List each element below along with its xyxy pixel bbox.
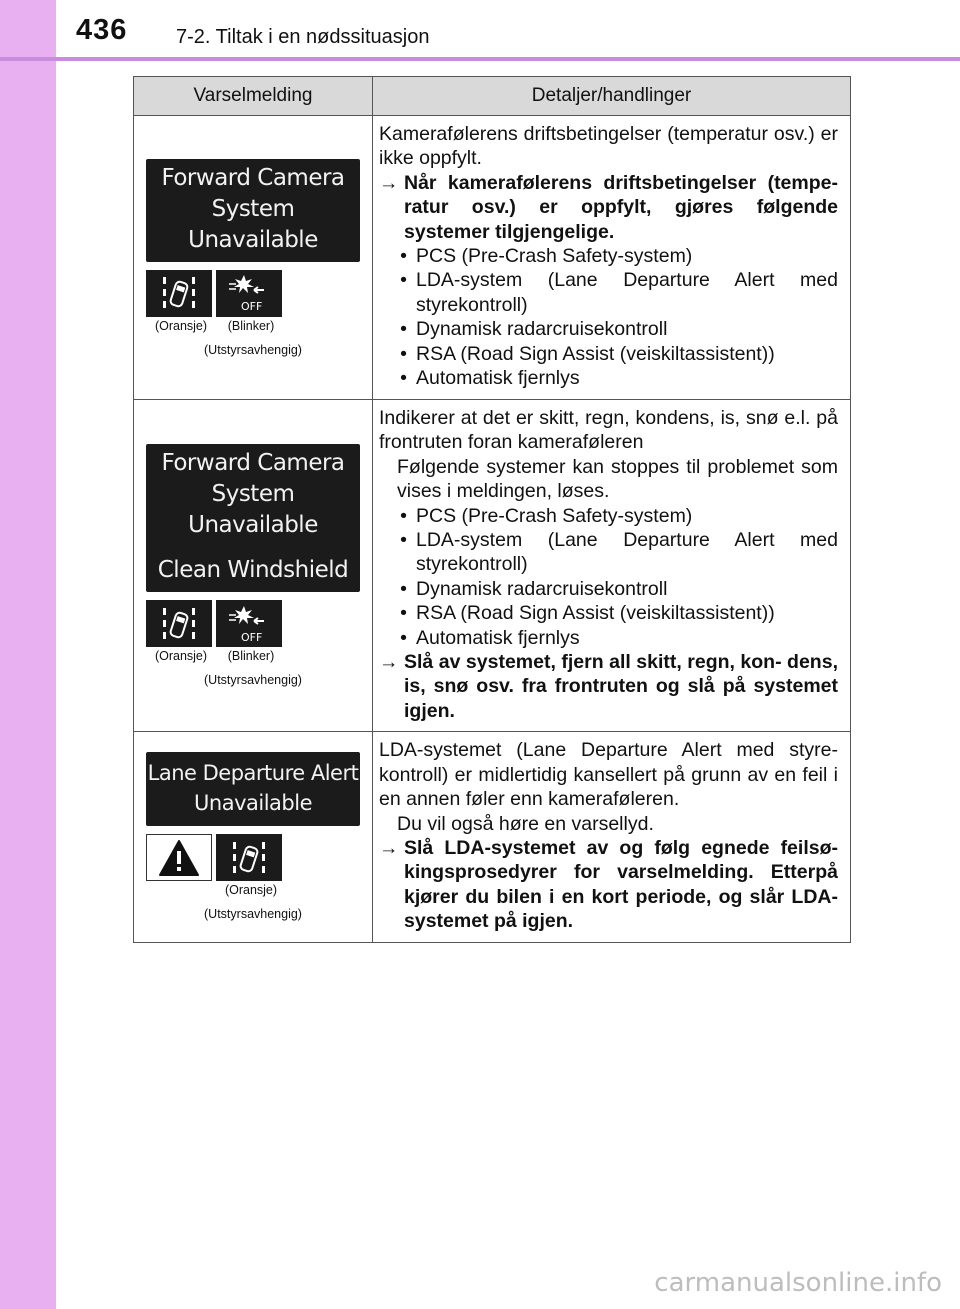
dependency-note: (Utstyrsavhengig) bbox=[204, 342, 302, 357]
list-item-text: PCS (Pre-Crash Safety-system) bbox=[416, 504, 693, 527]
action-text: Når kamerafølerens driftsbetingelser (tempe- ratur osv.) er oppfylt, gjøres følgende systemer tilgjengelige. bbox=[404, 171, 838, 243]
bullet-icon: • bbox=[400, 602, 407, 625]
details-intro: Indikerer at det er skitt, regn, kondens, is, snø e.l. på frontruten foran kameraføleren bbox=[379, 407, 838, 454]
list-item-text: Automatisk fjernlys bbox=[416, 626, 580, 649]
icon-captions bbox=[146, 649, 360, 663]
action-text: Slå LDA-systemet av og følg egnede feilsø- kingsprosedyrer for varselmelding. Etterpå kjører du bilen i en kort periode, og slår LDA-systemet på igjen. bbox=[404, 836, 838, 933]
warning-message-table bbox=[133, 76, 851, 943]
list-item-text: PCS (Pre-Crash Safety-system) bbox=[416, 245, 693, 268]
warning-triangle-icon bbox=[146, 834, 212, 881]
list-item-text: Dynamisk radarcruisekontroll bbox=[416, 577, 668, 600]
icon-caption: (Blinker) bbox=[227, 649, 275, 664]
details-intro: Kamerafølerens driftsbetingelser (temperatur osv.) er ikke oppfylt. bbox=[379, 123, 838, 170]
action-item bbox=[379, 836, 838, 934]
display-line: Forward Camera bbox=[161, 164, 345, 191]
pcs-off-icon bbox=[216, 600, 282, 647]
bullet-icon: • bbox=[400, 367, 407, 390]
watermark: carmanualsonline.info bbox=[654, 1268, 942, 1298]
details-cell bbox=[373, 732, 851, 942]
action-item bbox=[379, 650, 838, 723]
list-item bbox=[379, 601, 838, 625]
table-header-row bbox=[134, 77, 851, 116]
bullet-icon: • bbox=[400, 626, 407, 649]
display-message-camera-unavailable bbox=[146, 159, 360, 262]
list-item-text: LDA-system (Lane Departure Alert med styrekontroll) bbox=[416, 529, 838, 576]
off-label: OFF bbox=[241, 300, 263, 313]
icon-caption: (Oransje) bbox=[154, 649, 208, 664]
list-item bbox=[379, 244, 838, 268]
display-line: Unavailable bbox=[194, 791, 312, 816]
list-item-text: Dynamisk radarcruisekontroll bbox=[416, 318, 668, 341]
icon-captions bbox=[146, 883, 360, 897]
message-image-cell bbox=[134, 400, 373, 732]
display-line: Unavailable bbox=[188, 512, 318, 539]
side-color-strip bbox=[0, 0, 56, 1309]
list-item bbox=[379, 626, 838, 650]
details-intro: LDA-systemet (Lane Departure Alert med styre- kontroll) er midlertidig kansellert på grunn av en feil i en annen føler enn kameraføleren. bbox=[379, 739, 838, 811]
list-item bbox=[379, 366, 838, 390]
pcs-off-icon bbox=[216, 270, 282, 317]
list-item bbox=[379, 342, 838, 366]
icon-caption: (Blinker) bbox=[227, 318, 275, 333]
off-label: OFF bbox=[241, 630, 263, 644]
list-item bbox=[379, 268, 838, 317]
list-item bbox=[379, 317, 838, 341]
display-line: System bbox=[211, 195, 295, 222]
details-cell bbox=[373, 400, 851, 732]
display-line: Unavailable bbox=[188, 226, 318, 253]
lane-departure-icon bbox=[216, 834, 282, 881]
section-title: 7-2. Tiltak i en nødssituasjon bbox=[176, 26, 430, 48]
dependency-note: (Utstyrsavhengig) bbox=[204, 907, 302, 922]
bullet-icon: • bbox=[400, 504, 407, 527]
arrow-icon: → bbox=[379, 836, 399, 859]
icon-captions bbox=[146, 319, 360, 333]
list-item-text: RSA (Road Sign Assist (veiskiltassistent)) bbox=[416, 342, 775, 365]
display-line: Forward Camera bbox=[161, 450, 345, 477]
indicator-icons bbox=[146, 600, 360, 647]
list-item bbox=[379, 577, 838, 601]
action-text: Slå av systemet, fjern all skitt, regn, kon- dens, is, snø osv. fra frontruten og slå på systemet igjen. bbox=[404, 651, 838, 722]
table-row bbox=[134, 400, 851, 732]
indicator-icons bbox=[146, 834, 360, 881]
arrow-icon: → bbox=[379, 171, 399, 194]
list-item-text: LDA-system (Lane Departure Alert med styrekontroll) bbox=[416, 269, 838, 316]
message-image-cell bbox=[134, 732, 373, 942]
bullet-icon: • bbox=[400, 318, 407, 341]
table-row bbox=[134, 116, 851, 400]
bullet-icon: • bbox=[400, 577, 407, 600]
display-message-lda-unavailable bbox=[146, 752, 360, 826]
display-message-clean-windshield bbox=[146, 444, 360, 592]
bullet-icon: • bbox=[400, 529, 407, 552]
column-header-message: Varselmelding bbox=[134, 77, 373, 116]
header-rule bbox=[0, 57, 960, 61]
action-item bbox=[379, 171, 838, 244]
list-item bbox=[379, 528, 838, 577]
column-header-details: Detaljer/handlinger bbox=[373, 77, 851, 116]
details-note: Du vil også høre en varsellyd. bbox=[397, 812, 654, 835]
list-item-text: Automatisk fjernlys bbox=[416, 367, 580, 390]
page-number: 436 bbox=[76, 14, 128, 46]
details-note: Følgende systemer kan stoppes til problemet som vises i meldingen, løses. bbox=[397, 455, 838, 503]
lane-departure-icon bbox=[146, 270, 212, 317]
bullet-icon: • bbox=[400, 269, 407, 292]
message-image-cell bbox=[134, 116, 373, 400]
list-item-text: RSA (Road Sign Assist (veiskiltassistent)) bbox=[416, 602, 775, 625]
bullet-icon: • bbox=[400, 245, 407, 268]
bullet-icon: • bbox=[400, 342, 407, 365]
display-line: System bbox=[211, 481, 295, 508]
lane-departure-icon bbox=[146, 600, 212, 647]
list-item bbox=[379, 504, 838, 528]
icon-caption: (Oransje) bbox=[154, 318, 208, 333]
display-line: Lane Departure Alert bbox=[147, 761, 359, 786]
details-cell bbox=[373, 116, 851, 400]
indicator-icons bbox=[146, 270, 360, 317]
table-row bbox=[134, 732, 851, 942]
display-line: Clean Windshield bbox=[157, 557, 349, 584]
arrow-icon: → bbox=[379, 651, 399, 674]
icon-caption: (Oransje) bbox=[224, 883, 278, 898]
dependency-note: (Utstyrsavhengig) bbox=[204, 673, 302, 688]
